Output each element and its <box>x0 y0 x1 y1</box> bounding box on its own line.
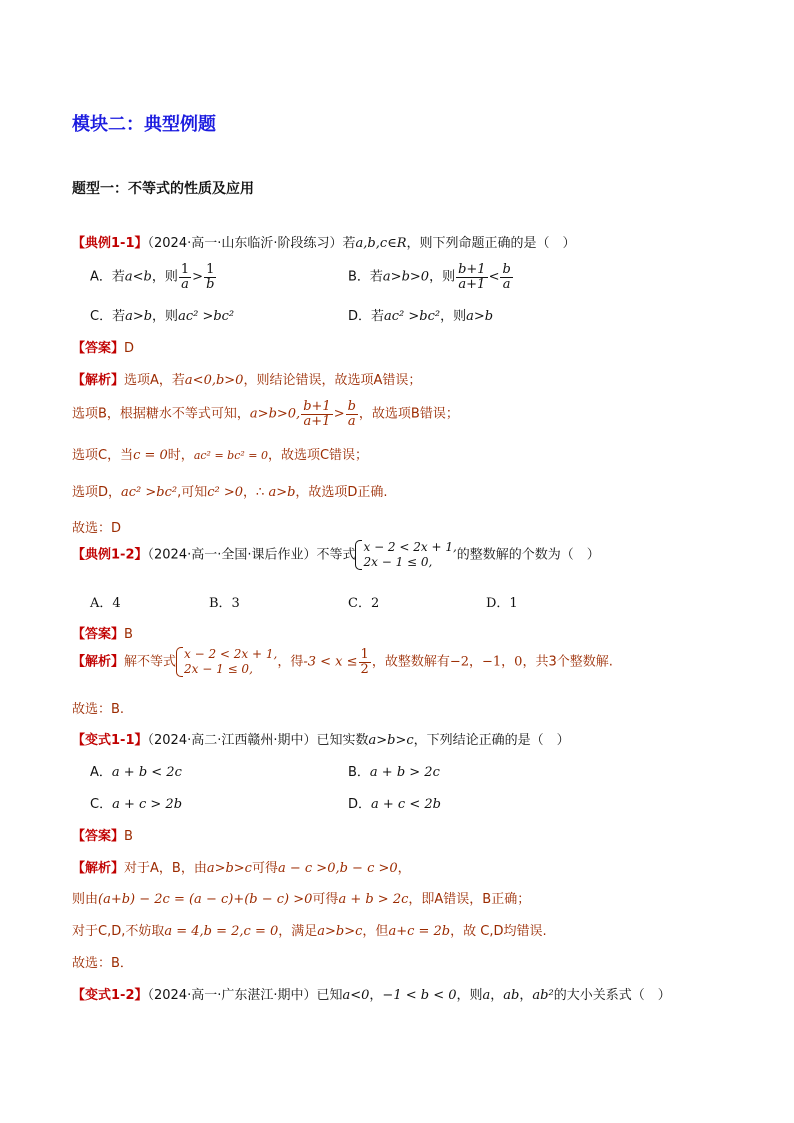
option-d <box>348 305 493 324</box>
analysis-text: 选项C，当 <box>72 448 134 463</box>
analysis-line-2 <box>72 888 530 907</box>
analysis-text: 对于A，B，由 <box>124 861 207 876</box>
analysis-text: ，共3个整数解. <box>522 654 613 670</box>
option-a <box>90 761 182 780</box>
example-question: 的整数解的个数为（ ） <box>456 547 600 563</box>
option-d: D．1 <box>486 596 518 611</box>
example-source: （2024·高一·山东临沂·阶段练习）若 <box>147 236 356 251</box>
fraction <box>301 400 333 428</box>
math-expr: a − c >0,b − c >0 <box>277 861 398 876</box>
math-expr: ac² = bc² = 0 <box>193 449 268 462</box>
math-expr: a>b>c <box>317 924 363 939</box>
option-text: ，则 <box>429 269 456 285</box>
numerator: b <box>502 262 511 277</box>
option-label: B．若 <box>348 269 383 285</box>
analysis-text: ，得 <box>277 654 304 670</box>
answer-tag: 【答案】 <box>72 627 125 642</box>
analysis-line-4 <box>72 481 388 500</box>
math-expr: ab <box>503 988 520 1003</box>
option-text: ，则 <box>440 309 467 324</box>
option-label: A．若 <box>90 269 125 285</box>
analysis-text: ，故选项B错误； <box>358 406 459 422</box>
separator: ， <box>519 988 533 1003</box>
analysis-line-3 <box>72 920 547 939</box>
conclusion: 故选：B. <box>72 702 125 717</box>
option-b <box>348 263 514 291</box>
variant-1-2-stem <box>72 984 671 1003</box>
brace <box>176 647 183 677</box>
denominator: 2 <box>360 661 369 677</box>
math-expr: ac² >bc² <box>178 309 235 324</box>
analysis-text: 可得 <box>251 861 278 876</box>
answer-value: D <box>124 341 135 356</box>
option-label: D． <box>348 797 372 812</box>
numerator: b+1 <box>303 399 331 414</box>
system-row: 2x − 1 ≤ 0, <box>184 662 253 676</box>
option-label: A． <box>90 765 112 780</box>
analysis-line-1 <box>72 369 421 388</box>
denominator: a+1 <box>458 276 486 292</box>
denominator: a <box>502 276 511 292</box>
option-label: B． <box>348 765 370 780</box>
analysis-text: 对于C,D,不妨取 <box>72 924 165 939</box>
option-c <box>90 305 234 324</box>
example-source: （2024·高二·江西赣州·期中）已知实数 <box>147 733 369 748</box>
analysis-tag: 【解析】 <box>72 861 125 876</box>
analysis-text: ，但 <box>362 924 389 939</box>
analysis-text: ，满足 <box>278 924 318 939</box>
fraction <box>456 263 488 291</box>
math-expr: a>b <box>466 309 494 324</box>
analysis-text: ， <box>397 861 411 876</box>
variant-1-1-stem <box>72 729 570 748</box>
answer-line <box>72 825 133 844</box>
analysis-text: ，即A错误，B正确； <box>408 892 531 907</box>
numerator: 1 <box>204 263 216 278</box>
example-tag: 【变式1-1】 <box>72 733 148 748</box>
analysis-tag: 【解析】 <box>72 654 125 670</box>
math-expr: a<0,b>0 <box>184 373 244 388</box>
option-c: C．2 <box>348 596 380 611</box>
system-row: x − 2 < 2x + 1, <box>184 647 278 661</box>
math-expr: c = 0 <box>133 448 168 463</box>
math-expr: -3 < x ≤ <box>303 654 358 670</box>
math-expr: a + b < 2c <box>111 765 182 780</box>
denominator: a+1 <box>303 413 331 429</box>
example-1-1-stem <box>72 232 576 251</box>
option-a <box>90 263 217 291</box>
option-c <box>90 793 182 812</box>
fraction <box>359 648 371 676</box>
math-expr: a>b>0, <box>249 406 301 422</box>
separator: ， <box>369 988 383 1003</box>
analysis-text: 可得 <box>312 892 339 907</box>
numerator: 1 <box>360 646 369 662</box>
math-expr: a<b <box>124 269 152 285</box>
numerator: b <box>347 399 356 414</box>
math-expr: a>b <box>125 309 153 324</box>
math-expr: a + b > 2c <box>338 892 409 907</box>
separator: ，则 <box>456 988 483 1003</box>
analysis-line-2 <box>72 400 459 428</box>
example-question: 的大小关系式（ ） <box>553 988 671 1003</box>
option-b: B．3 <box>209 596 240 611</box>
fraction <box>500 263 512 291</box>
fraction <box>179 263 191 291</box>
conclusion: 故选：D <box>72 521 122 536</box>
math-op: > <box>192 269 204 285</box>
option-a: A．4 <box>90 596 121 611</box>
answer-value: B <box>124 627 133 642</box>
answer-value: B <box>124 829 133 844</box>
analysis-text: ,可知 <box>177 485 208 500</box>
section-title: 题型一：不等式的性质及应用 <box>72 181 254 197</box>
math-expr: c² >0 <box>207 485 244 500</box>
math-expr: −1 < b < 0 <box>382 988 457 1003</box>
analysis-text: ，则结论错误，故选项A错误； <box>243 373 422 388</box>
option-label: C． <box>90 797 113 812</box>
numerator: 1 <box>180 262 190 277</box>
math-expr: a+c = 2b <box>388 924 451 939</box>
analysis-text: ，故选项C错误； <box>267 448 369 463</box>
example-question: ，则下列命题正确的是（ ） <box>406 236 576 251</box>
inequality-system <box>355 540 456 570</box>
analysis-text: ，∴ <box>243 485 269 500</box>
analysis-text: 时， <box>167 448 194 463</box>
math-expr: ac² >bc² <box>121 485 178 500</box>
separator: ， <box>490 988 504 1003</box>
module-title: 模块二：典型例题 <box>72 114 216 135</box>
answer-line <box>72 337 134 356</box>
analysis-text: ，故 C,D均错误. <box>450 924 547 939</box>
option-label: C．若 <box>90 309 126 324</box>
analysis-text: 选项B，根据糖水不等式可知， <box>72 406 250 422</box>
denominator: b <box>206 276 215 292</box>
option-d <box>348 793 441 812</box>
math-expr: a + c > 2b <box>112 797 183 812</box>
denominator: a <box>347 413 356 429</box>
analysis-line <box>72 647 613 677</box>
math-expr: −2，−1，0 <box>449 654 523 670</box>
math-expr: ac² >bc² <box>384 309 441 324</box>
numerator: b+1 <box>458 262 486 277</box>
math-expr: a + c < 2b <box>371 797 441 812</box>
analysis-line-3 <box>72 444 368 463</box>
example-source: （2024·高一·全国·课后作业）不等式 <box>147 547 356 563</box>
example-tag: 【变式1-2】 <box>72 988 148 1003</box>
brace <box>355 540 362 570</box>
option-label: D．若 <box>348 309 385 324</box>
math-expr: a>b>c <box>368 733 414 748</box>
analysis-text: 选项D， <box>72 485 122 500</box>
analysis-tag: 【解析】 <box>72 373 125 388</box>
math-expr: a <box>482 988 491 1003</box>
answer-line <box>72 623 133 642</box>
system-row: 2x − 1 ≤ 0, <box>363 555 433 569</box>
math-expr: a = 4,b = 2,c = 0 <box>164 924 279 939</box>
option-text: ，则 <box>151 269 178 285</box>
fraction <box>204 263 216 291</box>
analysis-text: 则由 <box>72 892 99 907</box>
system-row: x − 2 < 2x + 1, <box>363 540 457 554</box>
math-expr: ab² <box>532 988 554 1003</box>
option-b <box>348 761 440 780</box>
inequality-system <box>176 647 277 677</box>
math-expr: a<0 <box>342 988 370 1003</box>
math-expr: a,b,c∈R <box>355 236 407 251</box>
math-expr: a>b <box>268 485 296 500</box>
math-op: < <box>488 269 500 285</box>
example-question: ，下列结论正确的是（ ） <box>413 733 570 748</box>
math-op: > <box>333 406 345 422</box>
analysis-text: 选项A，若 <box>124 373 185 388</box>
math-expr: a>b>0 <box>382 269 430 285</box>
math-expr: (a+b) − 2c = (a − c)+(b − c) >0 <box>98 892 313 907</box>
answer-tag: 【答案】 <box>72 341 125 356</box>
answer-tag: 【答案】 <box>72 829 125 844</box>
analysis-line-1 <box>72 857 411 876</box>
example-tag: 【典例1-1】 <box>72 236 148 251</box>
analysis-text: 解不等式 <box>124 654 177 670</box>
option-text: ，则 <box>152 309 179 324</box>
analysis-text: ，故整数解有 <box>371 654 450 670</box>
example-1-2-stem <box>72 540 600 570</box>
math-expr: a>b>c <box>206 861 252 876</box>
denominator: a <box>181 276 189 292</box>
math-expr: a + b > 2c <box>369 765 440 780</box>
fraction <box>346 400 358 428</box>
example-tag: 【典例1-2】 <box>72 547 148 563</box>
analysis-text: ，故选项D正确. <box>295 485 388 500</box>
conclusion: 故选：B． <box>72 956 133 971</box>
example-source: （2024·高一·广东湛江·期中）已知 <box>147 988 343 1003</box>
